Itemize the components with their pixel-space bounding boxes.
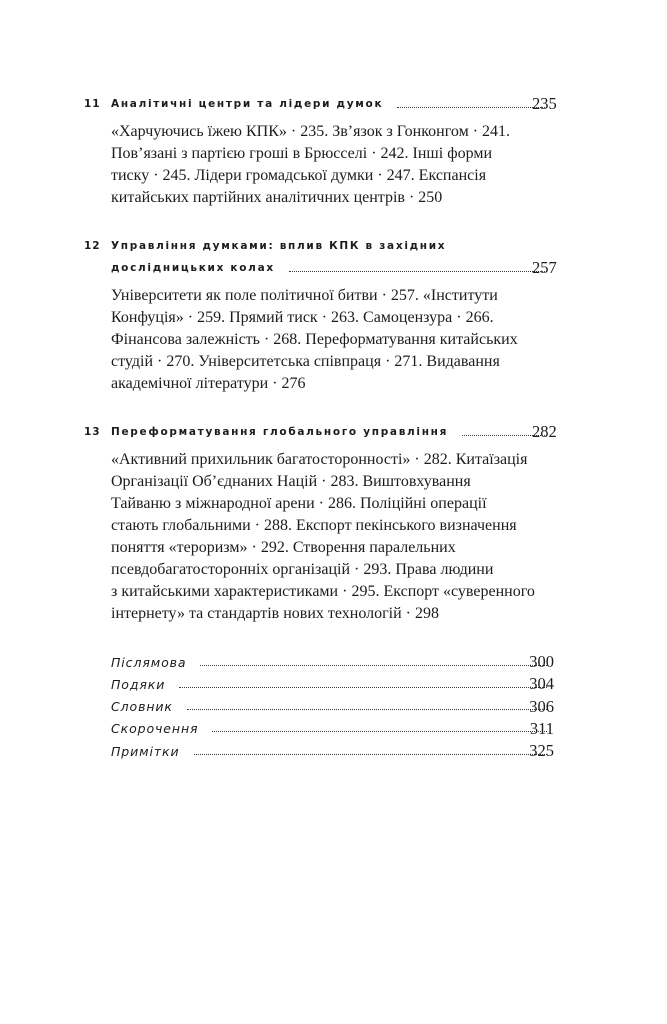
back-matter-entry [0, 718, 667, 740]
dot-leader [397, 107, 547, 108]
back-matter-label: Словник [111, 699, 173, 715]
chapter-number: 12 [84, 240, 101, 252]
chapter-heading [0, 235, 667, 257]
chapter-title-line [111, 93, 555, 115]
chapter-page-number: 257 [532, 258, 557, 277]
dot-leader [212, 731, 547, 732]
back-matter-entry [0, 673, 667, 695]
back-matter-page-number: 325 [529, 741, 554, 761]
chapter-title: дослідницьких колах [111, 262, 275, 274]
back-matter-list [0, 651, 667, 762]
chapter-entry-12 [0, 235, 667, 392]
back-matter-line [111, 673, 555, 695]
chapter-title: Аналітичні центри та лідери думок [111, 98, 384, 110]
subsection-line: Організації Об’єднаних Націй · 283. Виштовхування [111, 473, 471, 490]
back-matter-page-number: 304 [529, 674, 554, 694]
chapter-page-number: 282 [532, 422, 557, 441]
chapter-title: Управління думками: вплив КПК в західних [111, 240, 447, 252]
subsection-line: Тайваню з міжнародної арени · 286. Поліційні операції [111, 495, 487, 512]
chapter-title-line [111, 421, 555, 443]
subsection-line: «Активний прихильник багатосторонності» · 282. Китаїзація [111, 451, 528, 468]
subsection-line: поняття «тероризм» · 292. Створення паралельних [111, 539, 456, 556]
chapter-subsections [111, 285, 541, 395]
dot-leader [187, 709, 547, 710]
dot-leader [179, 687, 547, 688]
dot-leader [194, 754, 547, 755]
chapter-heading-continued [0, 257, 667, 279]
subsection-line: з китайськими характеристиками · 295. Експорт «суверенного [111, 583, 535, 600]
back-matter-page-number: 306 [529, 696, 554, 716]
subsection-line: академічної літератури · 276 [111, 375, 306, 392]
back-matter-line [111, 740, 555, 762]
chapter-number: 13 [84, 426, 101, 438]
back-matter-page-number: 311 [529, 718, 554, 738]
back-matter-label: Подяки [111, 676, 166, 692]
dot-leader [200, 665, 547, 666]
back-matter-entry [0, 696, 667, 718]
back-matter-label: Післямова [111, 654, 187, 670]
subsection-line: стають глобальними · 288. Експорт пекінського визначення [111, 517, 517, 534]
subsection-line: псевдобагатосторонніх організацій · 293. Права людини [111, 561, 494, 578]
subsection-line: інтернету» та стандартів нових технологій · 298 [111, 605, 440, 622]
back-matter-entry [0, 740, 667, 762]
subsection-line: «Харчуючись їжею КПК» · 235. Зв’язок з Гонконгом · 241. [111, 123, 511, 140]
chapter-heading [0, 93, 667, 115]
back-matter-entry [0, 651, 667, 673]
chapter-heading [0, 421, 667, 443]
subsection-line: Конфуція» · 259. Прямий тиск · 263. Самоцензура · 266. [111, 309, 494, 326]
back-matter-label: Примітки [111, 743, 180, 759]
chapter-page-number: 235 [532, 94, 557, 113]
chapter-entry-11 [0, 93, 667, 206]
chapter-subsections [111, 121, 541, 209]
dot-leader [289, 271, 547, 272]
back-matter-label: Скорочення [111, 721, 199, 737]
back-matter-line [111, 696, 555, 718]
chapter-subsections [111, 449, 541, 625]
subsection-line: Фінансова залежність · 268. Переформатування китайських [111, 331, 518, 348]
chapter-title: Переформатування глобального управління [111, 426, 449, 438]
chapter-entry-13 [0, 421, 667, 622]
subsection-line: Пов’язані з партією гроші в Брюсселі · 242. Інші форми [111, 145, 493, 162]
back-matter-line [111, 651, 555, 673]
chapter-title-line [111, 235, 555, 257]
chapter-number: 11 [84, 98, 101, 110]
chapter-title-line [111, 257, 555, 279]
subsection-line: студій · 270. Університетська співпраця · 271. Видавання [111, 353, 500, 370]
back-matter-page-number: 300 [529, 652, 554, 671]
subsection-line: китайських партійних аналітичних центрів · 250 [111, 189, 443, 206]
back-matter-line [111, 718, 555, 740]
subsection-line: тиску · 245. Лідери громадської думки · 247. Експансія [111, 167, 487, 184]
subsection-line: Університети як поле політичної битви · 257. «Інститути [111, 287, 498, 304]
